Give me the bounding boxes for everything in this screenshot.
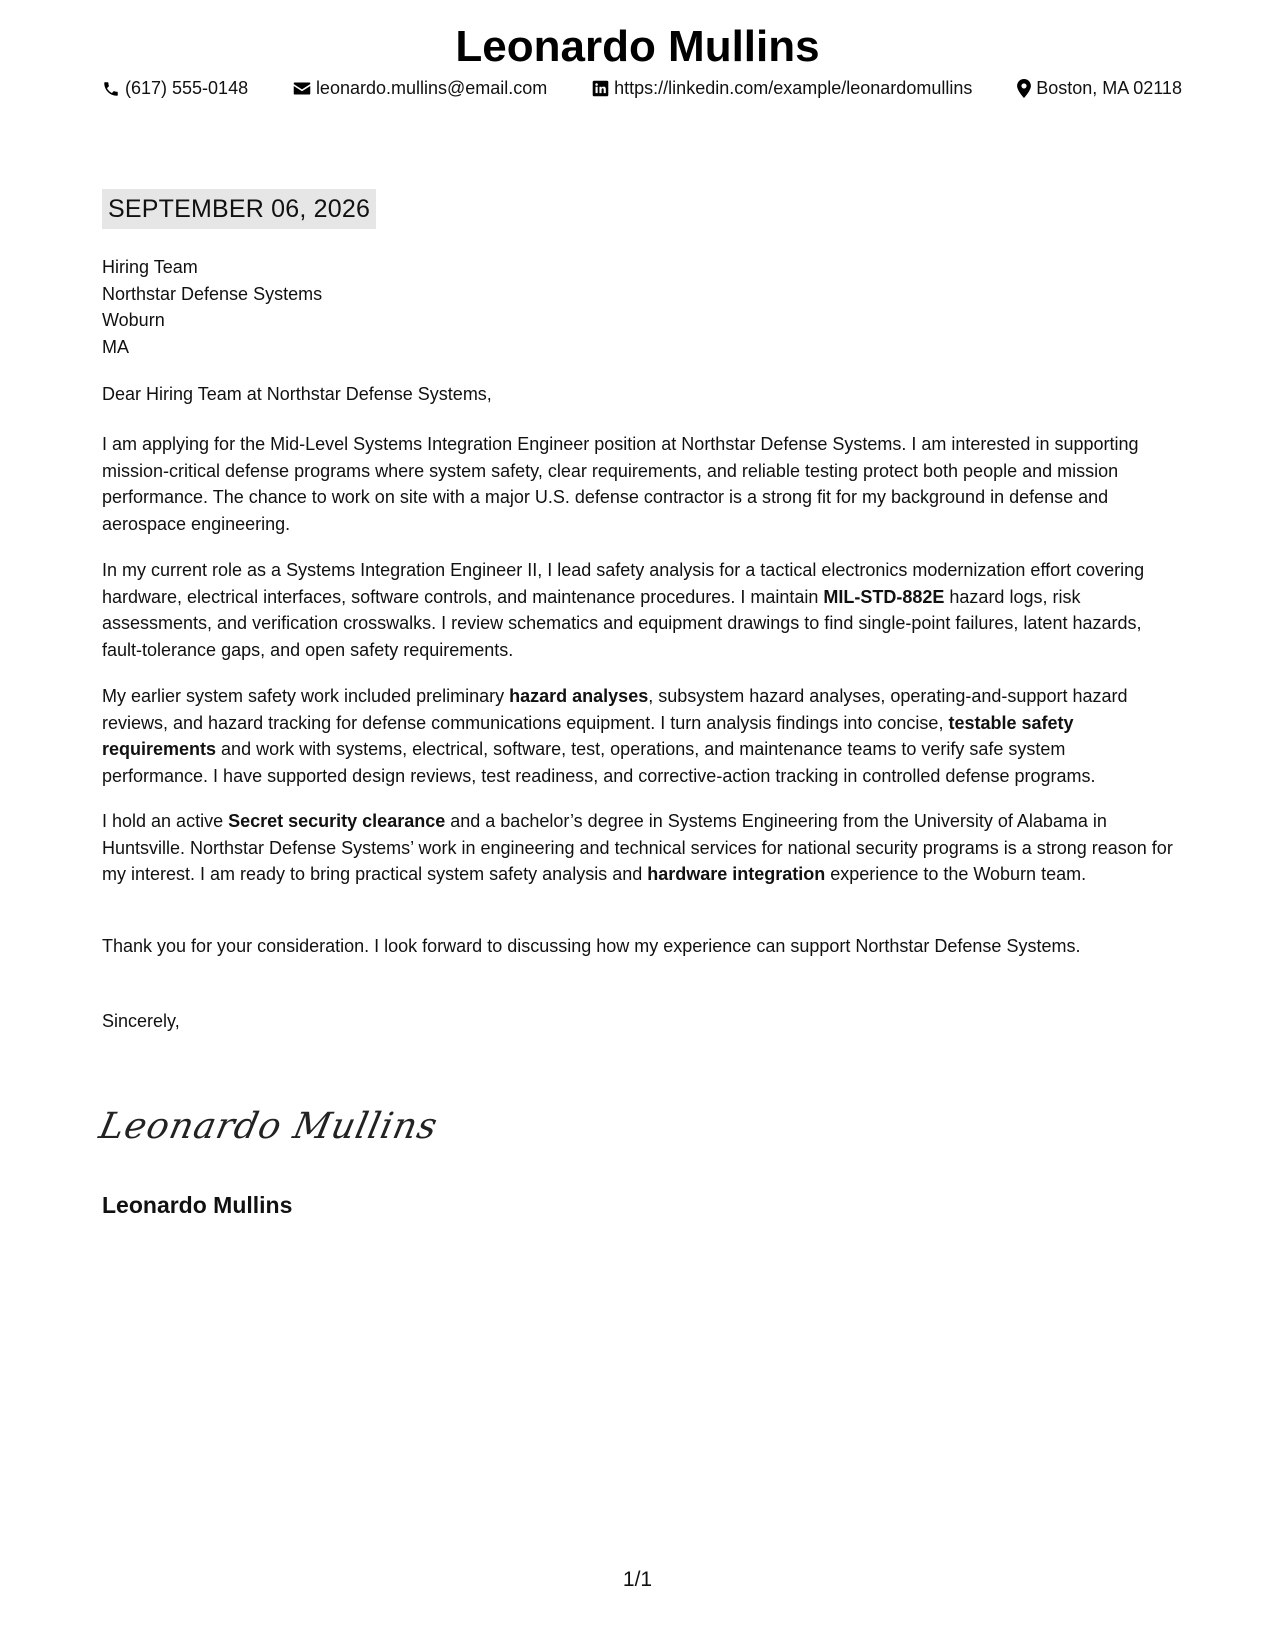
recipient-line: MA — [102, 336, 129, 357]
page-number: 1/1 — [622, 1568, 653, 1591]
body-paragraph-1 — [102, 431, 1174, 537]
phone-icon — [102, 80, 120, 98]
paragraph-text: experience to the Woburn team. — [825, 864, 1087, 884]
closing: Sincerely, — [102, 1011, 180, 1031]
recipient-line: Hiring Team — [102, 257, 198, 277]
emphasized-text: hardware integration — [647, 864, 826, 884]
envelope-icon — [293, 81, 311, 96]
email-link[interactable]: leonardo.mullins@email.com — [315, 78, 548, 98]
paragraph-text: and a bachelor’s degree in Systems Engineering from the University of Alabama in Huntsville. Northstar Defense Systems’ work in engineering and technical services for national security programs is a strong reason for my interest. I am ready to bring practical system safety analysis and — [102, 811, 1173, 884]
contact-phone — [102, 78, 248, 99]
body-paragraph-5 — [102, 933, 1174, 960]
paragraph-text: , subsystem hazard analyses, operating-and-support hazard reviews, and hazard tracking for defense communications equipment. I turn analysis findings into concise, — [102, 686, 1128, 733]
contact-location — [1017, 78, 1182, 99]
emphasized-text: testable safety requirements — [102, 712, 1074, 759]
linkedin-icon — [592, 80, 609, 97]
body-paragraph-4 — [102, 808, 1174, 888]
phone-text: (617) 555-0148 — [125, 78, 249, 98]
recipient-address — [102, 254, 322, 360]
applicant-name: Leonardo Mullins — [455, 22, 820, 71]
signer-name: Leonardo Mullins — [102, 1192, 293, 1218]
recipient-line: Northstar Defense Systems — [102, 283, 323, 304]
linkedin-link[interactable]: https://linkedin.com/example/leonardomullins — [614, 78, 973, 98]
recipient-line: Woburn — [102, 310, 165, 330]
paragraph-text: I am applying for the Mid-Level Systems Integration Engineer position at Northstar Defense Systems. I am interested in supporting mission-critical defense programs where system safety, clear requirements, and reliable testing protect both people and mission performance. The chance to work on site with a major U.S. defense contractor is a strong fit for my background in defense and aerospace engineering. — [102, 434, 1139, 534]
location-text: Boston, MA 02118 — [1036, 78, 1182, 98]
paragraph-text: and work with systems, electrical, software, test, operations, and maintenance teams to verify safe system performance. I have supported design reviews, test readiness, and corrective-action tracking in controlled defense programs. — [102, 739, 1096, 786]
contact-email — [293, 78, 547, 99]
paragraph-text: I hold an active — [102, 811, 229, 831]
handwritten-signature: Leonardo Mullins — [95, 1106, 442, 1147]
contact-bar — [102, 78, 1182, 99]
emphasized-text: hazard analyses — [509, 686, 649, 706]
map-marker-icon — [1017, 79, 1031, 98]
paragraph-text: My earlier system safety work included preliminary — [102, 686, 510, 706]
paragraph-text: hazard logs, risk assessments, and verification crosswalks. I review schematics and equipment drawings to find single-point failures, latent hazards, fault-tolerance gaps, and open safety requirements. — [102, 586, 1142, 660]
emphasized-text: Secret security clearance — [228, 811, 446, 831]
body-paragraph-3 — [102, 683, 1174, 789]
emphasized-text: MIL-STD-882E — [823, 586, 945, 607]
paragraph-text: Thank you for your consideration. I look forward to discussing how my experience can support Northstar Defense Systems. — [102, 936, 1081, 956]
body-paragraph-2 — [102, 557, 1174, 663]
contact-linkedin — [592, 78, 972, 99]
salutation: Dear Hiring Team at Northstar Defense Systems, — [102, 384, 492, 404]
paragraph-text: In my current role as a Systems Integration Engineer II, I lead safety analysis for a tactical electronics modernization effort covering hardware, electrical interfaces, software controls, and maintenance procedures. I maintain — [102, 560, 1145, 607]
letter-date: SEPTEMBER 06, 2026 — [102, 189, 376, 229]
